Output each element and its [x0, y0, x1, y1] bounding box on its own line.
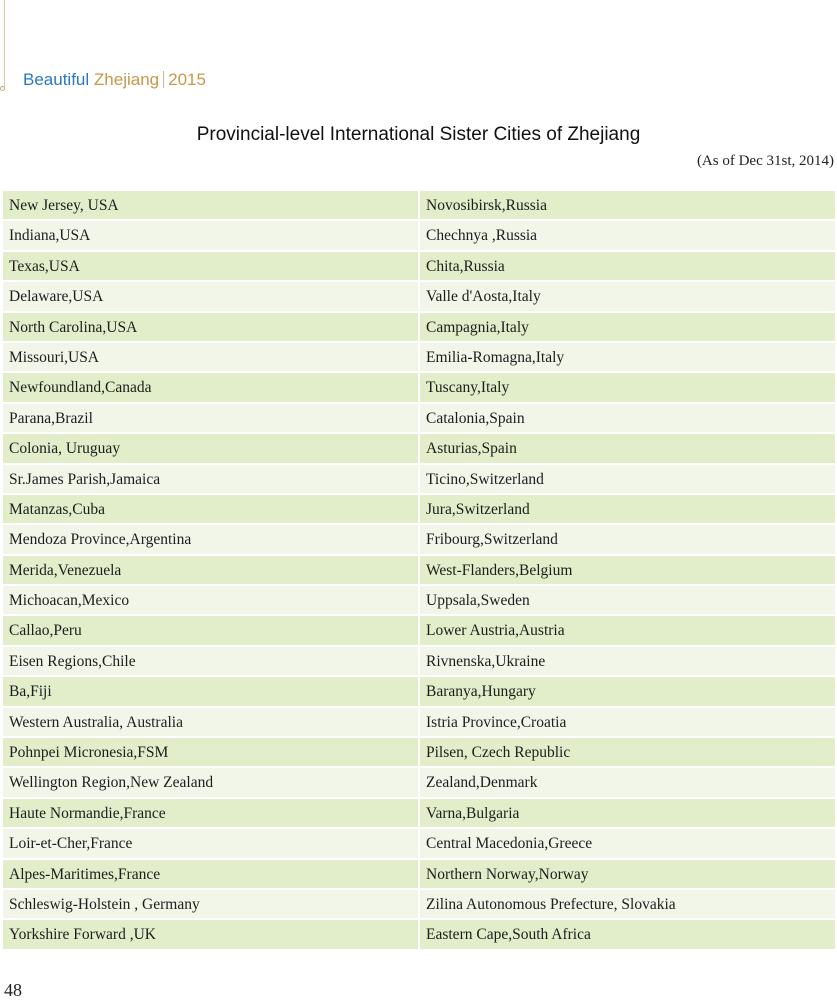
table-row [3, 434, 835, 464]
table-row [3, 829, 835, 859]
table-cell-right: Chita,Russia [420, 252, 835, 280]
table-cell-right: Fribourg,Switzerland [420, 525, 835, 553]
table-cell-right: Central Macedonia,Greece [420, 829, 835, 857]
table-cell-left: Missouri,USA [3, 343, 418, 371]
table-cell-right: Zealand,Denmark [420, 768, 835, 796]
table-cell-right: Campagnia,Italy [420, 313, 835, 341]
table-cell-left: Yorkshire Forward ,UK [3, 920, 418, 948]
table-cell-right: Catalonia,Spain [420, 404, 835, 432]
table-cell-right: West-Flanders,Belgium [420, 556, 835, 584]
header-year: 2015 [168, 70, 206, 89]
sister-cities-table [3, 191, 835, 951]
table-cell-left: Ba,Fiji [3, 677, 418, 705]
table-cell-left: Haute Normandie,France [3, 799, 418, 827]
table-cell-left: New Jersey, USA [3, 191, 418, 219]
table-row [3, 860, 835, 890]
table-cell-left: Mendoza Province,Argentina [3, 525, 418, 553]
table-cell-right: Asturias,Spain [420, 434, 835, 462]
table-cell-right: Varna,Bulgaria [420, 799, 835, 827]
table-cell-right: Eastern Cape,South Africa [420, 920, 835, 948]
table-row [3, 890, 835, 920]
table-row [3, 465, 835, 495]
running-header [23, 70, 206, 90]
table-cell-left: Parana,Brazil [3, 404, 418, 432]
table-cell-right: Emilia-Romagna,Italy [420, 343, 835, 371]
table-row [3, 313, 835, 343]
table-cell-right: Zilina Autonomous Prefecture, Slovakia [420, 890, 835, 918]
table-row [3, 647, 835, 677]
table-row [3, 556, 835, 586]
table-row [3, 252, 835, 282]
table-cell-right: Tuscany,Italy [420, 373, 835, 401]
header-separator [163, 71, 164, 88]
table-cell-left: Loir-et-Cher,France [3, 829, 418, 857]
table-row [3, 799, 835, 829]
table-cell-left: Texas,USA [3, 252, 418, 280]
table-row [3, 677, 835, 707]
table-row [3, 525, 835, 555]
table-row [3, 768, 835, 798]
table-row [3, 221, 835, 251]
table-row [3, 404, 835, 434]
margin-rule [4, 0, 5, 88]
table-cell-right: Jura,Switzerland [420, 495, 835, 523]
table-cell-right: Rivnenska,Ukraine [420, 647, 835, 675]
table-cell-left: Merida,Venezuela [3, 556, 418, 584]
table-cell-right: Valle d'Aosta,Italy [420, 282, 835, 310]
table-cell-right: Istria Province,Croatia [420, 708, 835, 736]
table-row [3, 495, 835, 525]
table-row [3, 343, 835, 373]
table-cell-right: Uppsala,Sweden [420, 586, 835, 614]
as-of-date: (As of Dec 31st, 2014) [696, 153, 834, 169]
table-cell-right: Lower Austria,Austria [420, 616, 835, 644]
table-row [3, 282, 835, 312]
table-cell-left: Pohnpei Micronesia,FSM [3, 738, 418, 766]
table-cell-right: Novosibirsk,Russia [420, 191, 835, 219]
table-cell-left: North Carolina,USA [3, 313, 418, 341]
table-cell-left: Colonia, Uruguay [3, 434, 418, 462]
table-cell-left: Wellington Region,New Zealand [3, 768, 418, 796]
table-row [3, 373, 835, 403]
header-word-zhejiang: Zhejiang [93, 70, 160, 89]
table-row [3, 586, 835, 616]
table-cell-left: Delaware,USA [3, 282, 418, 310]
table-cell-left: Eisen Regions,Chile [3, 647, 418, 675]
table-cell-left: Sr.James Parish,Jamaica [3, 465, 418, 493]
table-row [3, 708, 835, 738]
page-number: 48 [4, 980, 22, 1000]
table-cell-right: Chechnya ,Russia [420, 221, 835, 249]
table-cell-left: Schleswig-Holstein , Germany [3, 890, 418, 918]
page-title: Provincial-level International Sister Cities of Zhejiang [196, 124, 641, 145]
table-cell-right: Baranya,Hungary [420, 677, 835, 705]
table-cell-left: Newfoundland,Canada [3, 373, 418, 401]
margin-dot [0, 86, 5, 91]
table-cell-left: Callao,Peru [3, 616, 418, 644]
table-cell-left: Michoacan,Mexico [3, 586, 418, 614]
table-row [3, 191, 835, 221]
table-row [3, 616, 835, 646]
table-row [3, 920, 835, 950]
table-cell-left: Indiana,USA [3, 221, 418, 249]
table-cell-right: Ticino,Switzerland [420, 465, 835, 493]
table-cell-right: Pilsen, Czech Republic [420, 738, 835, 766]
table-row [3, 738, 835, 768]
table-cell-left: Western Australia, Australia [3, 708, 418, 736]
table-cell-left: Alpes-Maritimes,France [3, 860, 418, 888]
table-cell-left: Matanzas,Cuba [3, 495, 418, 523]
header-word-beautiful: Beautiful [23, 70, 90, 89]
table-cell-right: Northern Norway,Norway [420, 860, 835, 888]
